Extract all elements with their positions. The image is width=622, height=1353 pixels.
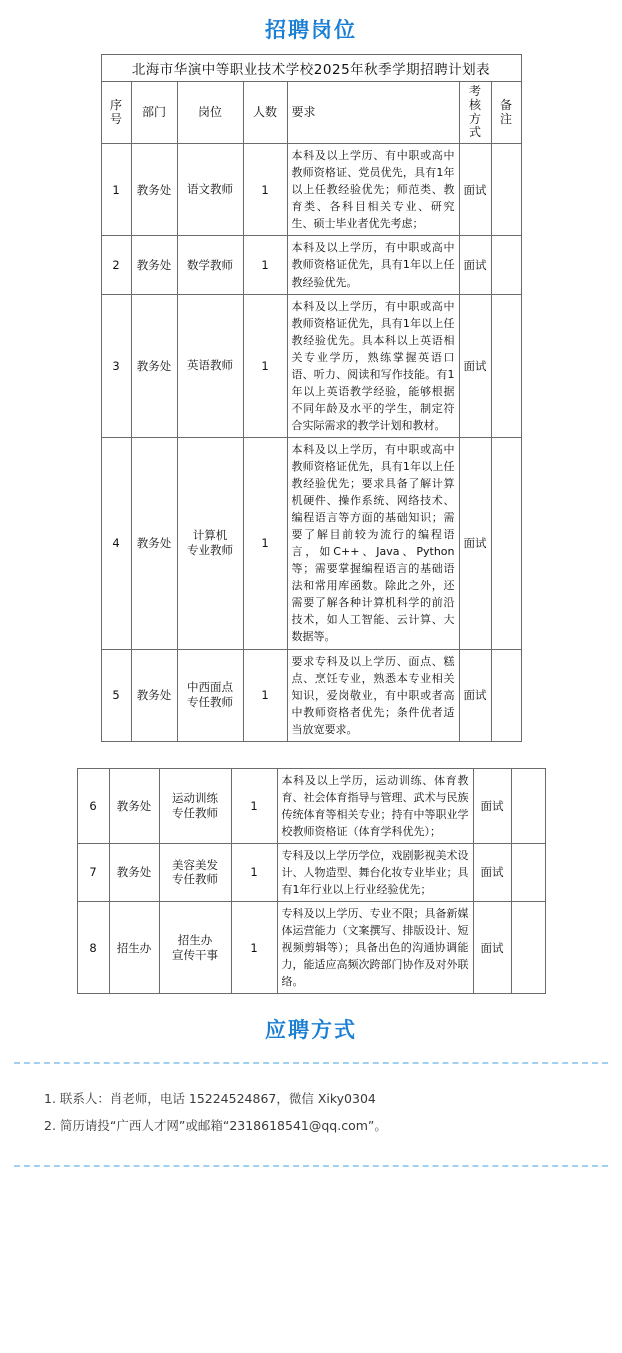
page-title-jobs: 招聘岗位 — [265, 18, 357, 42]
cell-dept: 教务处 — [131, 437, 177, 649]
cell-post-line2: 专业教师 — [187, 543, 233, 558]
cell-count: 1 — [243, 294, 287, 437]
cell-post — [159, 902, 231, 994]
cell-requirement: 本科及以上学历，有中职或高中教师资格证优先，具有1年以上任教经验优先。具本科以上英语相关专业学历，熟练掌握英语口语、听力、阅读和写作技能。有1年以上英语教学经验，能够根据不同年龄及水平的学生，制定符合实际需求的教学计划和教材。 — [287, 294, 459, 437]
table-row — [101, 236, 521, 294]
cell-count: 1 — [243, 437, 287, 649]
header-post: 岗位 — [177, 82, 243, 144]
cell-note — [511, 768, 545, 843]
cell-post-line1: 运动训练 — [172, 790, 218, 805]
cell-note — [511, 843, 545, 901]
table-row — [101, 294, 521, 437]
cell-exam: 面试 — [459, 437, 491, 649]
header-exam-line1: 考核 — [468, 84, 481, 112]
cell-note — [491, 294, 521, 437]
cell-exam: 面试 — [459, 236, 491, 294]
table-row — [77, 902, 545, 994]
table-title-row — [101, 55, 521, 82]
header-exam — [459, 82, 491, 144]
cell-requirement: 本科及以上学历，运动训练、体育教育、社会体育指导与管理、武术与民族传统体育等相关专业；持有中等职业学校教师资格证（体育学科优先）； — [277, 768, 473, 843]
cell-post — [177, 437, 243, 649]
cell-dept: 教务处 — [131, 144, 177, 236]
table-row — [101, 437, 521, 649]
table-header-row — [101, 82, 521, 144]
cell-requirement: 本科及以上学历，有中职或高中教师资格证优先，具有1年以上任教经验优先。 — [287, 236, 459, 294]
cell-note — [491, 649, 521, 741]
cell-no: 4 — [101, 437, 131, 649]
cell-exam: 面试 — [473, 902, 511, 994]
cell-post-line1: 计算机 — [192, 528, 228, 543]
cell-post-line2: 专任教师 — [172, 805, 218, 820]
cell-dept: 教务处 — [109, 768, 159, 843]
cell-count: 1 — [243, 649, 287, 741]
apply-resume-line: 2. 简历请投“广西人才网”或邮箱“2318618541@qq.com”。 — [44, 1117, 387, 1133]
cell-dept: 教务处 — [131, 649, 177, 741]
cell-count: 1 — [243, 236, 287, 294]
cell-requirement: 专科及以上学历学位，戏剧影视美术设计、人物造型、舞台化妆专业毕业；具有1年行业以上行业经验优先； — [277, 843, 473, 901]
cell-no: 8 — [77, 902, 109, 994]
header-requirement: 要求 — [287, 82, 459, 144]
cell-post — [159, 843, 231, 901]
cell-post — [177, 649, 243, 741]
cell-dept: 招生办 — [109, 902, 159, 994]
cell-post: 语文教师 — [177, 144, 243, 236]
table-row — [77, 843, 545, 901]
table-row — [77, 768, 545, 843]
cell-no: 7 — [77, 843, 109, 901]
cell-dept: 教务处 — [131, 294, 177, 437]
cell-requirement: 要求专科及以上学历、面点、糕点、烹饪专业，熟悉本专业相关知识，爱岗敬业，有中职或者高中教师资格者优先；条件优者适当放宽要求。 — [287, 649, 459, 741]
cell-post-line1: 美容美发 — [172, 857, 218, 872]
recruitment-table-part2 — [77, 768, 546, 995]
cell-post-line2: 宣传干事 — [172, 947, 218, 962]
cell-count: 1 — [231, 768, 277, 843]
cell-exam: 面试 — [459, 144, 491, 236]
cell-note — [491, 144, 521, 236]
cell-exam: 面试 — [459, 649, 491, 741]
cell-post-line1: 招生办 — [177, 932, 213, 947]
recruitment-table-part1 — [101, 54, 522, 742]
header-note: 备注 — [491, 82, 521, 144]
apply-info-box — [14, 1062, 608, 1167]
cell-note — [491, 437, 521, 649]
cell-no: 1 — [101, 144, 131, 236]
table-gap — [0, 742, 622, 768]
cell-no: 6 — [77, 768, 109, 843]
cell-dept: 教务处 — [109, 843, 159, 901]
cell-note — [511, 902, 545, 994]
cell-requirement: 本科及以上学历，有中职或高中教师资格证优先，具有1年以上任教经验优先；要求具备了解计算机硬件、操作系统、网络技术、编程语言等方面的基础知识；需要了解目前较为流行的编程语言，如C++、Java、Python等；需要掌握编程语言的基础语法和常用库函数。除此之外，还需要了解各种计算机科学的前沿技术，如人工智能、云计算、大数据等。 — [287, 437, 459, 649]
cell-post-line2: 专任教师 — [187, 695, 233, 710]
cell-no: 3 — [101, 294, 131, 437]
cell-note — [491, 236, 521, 294]
table-row — [101, 144, 521, 236]
cell-post-line1: 中西面点 — [187, 680, 233, 695]
cell-exam: 面试 — [459, 294, 491, 437]
cell-post: 英语教师 — [177, 294, 243, 437]
cell-count: 1 — [231, 843, 277, 901]
cell-exam: 面试 — [473, 768, 511, 843]
cell-post — [159, 768, 231, 843]
bottom-padding — [0, 1167, 622, 1237]
recruitment-table-2-wrap — [0, 768, 622, 995]
header-count: 人数 — [243, 82, 287, 144]
header-no: 序号 — [101, 82, 131, 144]
table-title: 北海市华演中等职业技术学校2025年秋季学期招聘计划表 — [101, 55, 521, 82]
cell-exam: 面试 — [473, 843, 511, 901]
cell-count: 1 — [231, 902, 277, 994]
cell-post-line2: 专任教师 — [172, 872, 218, 887]
cell-requirement: 本科及以上学历、有中职或高中教师资格证、党员优先，具有1年以上任教经验优先；师范类、教育类、各科目相关专业、研究生、硕士毕业者优先考虑； — [287, 144, 459, 236]
cell-dept: 教务处 — [131, 236, 177, 294]
header-exam-line2: 方式 — [468, 111, 481, 140]
cell-no: 5 — [101, 649, 131, 741]
cell-count: 1 — [243, 144, 287, 236]
apply-contact-line: 1. 联系人：肖老师，电话 15224524867，微信 Xiky0304 — [44, 1091, 376, 1107]
cell-requirement: 专科及以上学历、专业不限；具备新媒体运营能力（文案撰写、排版设计、短视频剪辑等）；具备出色的沟通协调能力，能适应高频次跨部门协作及对外联络。 — [277, 902, 473, 994]
table-row — [101, 649, 521, 741]
page-title-apply: 应聘方式 — [265, 1018, 357, 1043]
cell-post: 数学教师 — [177, 236, 243, 294]
recruitment-table-1-wrap — [0, 54, 622, 742]
header-dept: 部门 — [131, 82, 177, 144]
cell-no: 2 — [101, 236, 131, 294]
